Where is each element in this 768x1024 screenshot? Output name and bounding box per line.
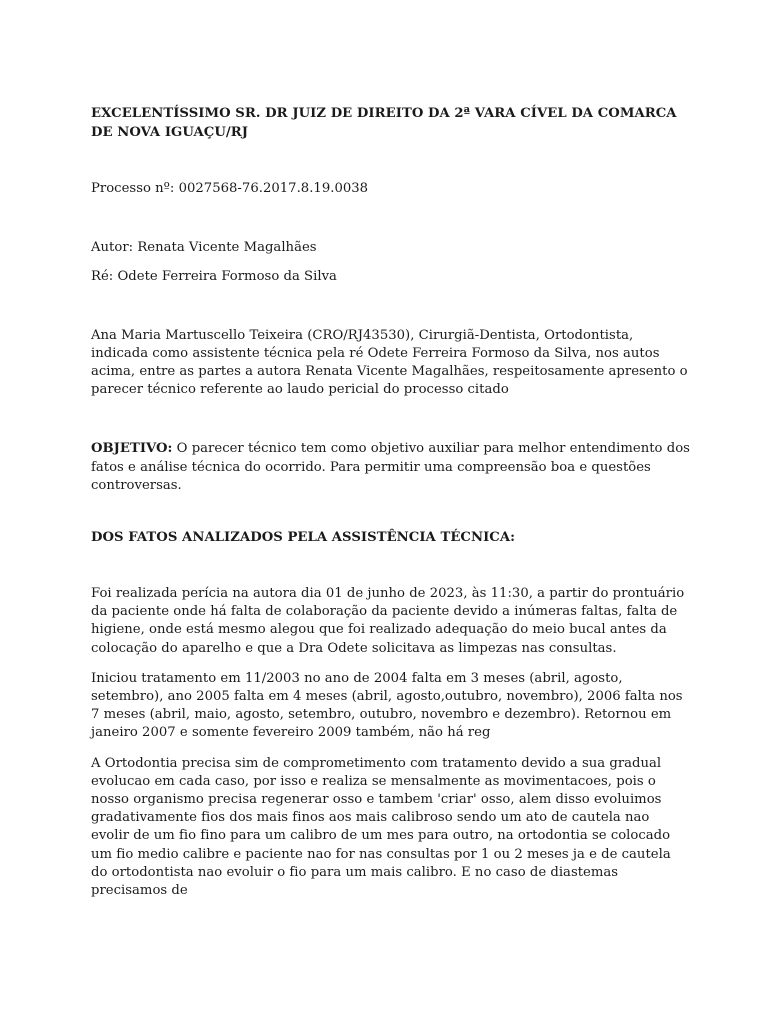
objective-paragraph bbox=[91, 440, 691, 495]
intro-paragraph: Ana Maria Martuscello Teixeira (CRO/RJ43530), Cirurgiã-Dentista, Ortodontista, indicada como assistente técnica pela ré Odete Ferreira Formoso da Silva, nos autos acima, entre as partes a autora Renata Vicente Magalhães, respeitosamente apresento o parecer técnico referente ao laudo pericial do processo citado bbox=[91, 327, 688, 398]
facts-heading: DOS FATOS ANALIZADOS PELA ASSISTÊNCIA TÉCNICA: bbox=[91, 530, 516, 546]
facts-paragraph-2: Iniciou tratamento em 11/2003 no ano de 2004 falta em 3 meses (abril, agosto, setembro), ano 2005 falta em 4 meses (abril, agosto,outubro, novembro), 2006 falta nos 7 meses (abril, maio, agosto, setembro, outubro, novembro e dezembro). Retornou em janeiro 2007 e somente fevereiro 2009 também, não há reg bbox=[91, 670, 683, 741]
objective-text: O parecer técnico tem como objetivo auxiliar para melhor entendimento dos fatos e análise técnica do ocorrido. Para permitir uma compreensão boa e questões controversas. bbox=[91, 441, 690, 493]
defendant-line: Ré: Odete Ferreira Formoso da Silva bbox=[91, 269, 337, 285]
document-body bbox=[91, 104, 691, 900]
facts-paragraph-1: Foi realizada perícia na autora dia 01 de junho de 2023, às 11:30, a partir do prontuário da paciente onde há falta de colaboração da paciente devido a inúmeras faltas, falta de higiene, onde está mesmo alegou que foi realizado adequação do meio bucal antes da colocação do aparelho e que a Dra Odete solicitava as limpezas nas consultas. bbox=[91, 586, 685, 656]
process-number: Processo nº: 0027568-76.2017.8.19.0038 bbox=[91, 181, 369, 196]
facts-paragraph-3: A Ortodontia precisa sim de comprometimento com tratamento devido a sua gradual evolucao em cada caso, por isso e realiza se mensalmente as movimentacoes, pois o nosso organismo precisa regenerar osso e tambem 'criar' osso, alem disso evoluimos gradativamente fios dos mais finos aos mais calibroso sendo um ato de cautela nao evolir de um fio fino para um calibro de um mes para outro, na ortodontia se colocado um fio medio calibre e paciente nao for nas consultas por 1 ou 2 meses ja e de cautela do ortodontista nao evoluir o fio para um mais calibro. E no caso de diastemas precisamos de bbox=[91, 755, 671, 899]
addressee-heading: EXCELENTÍSSIMO SR. DR JUIZ DE DIREITO DA 2ª VARA CÍVEL DA COMARCA DE NOVA IGUAÇU/RJ bbox=[91, 106, 677, 140]
objective-label: OBJETIVO: bbox=[91, 441, 173, 457]
author-line: Autor: Renata Vicente Magalhães bbox=[91, 240, 317, 256]
